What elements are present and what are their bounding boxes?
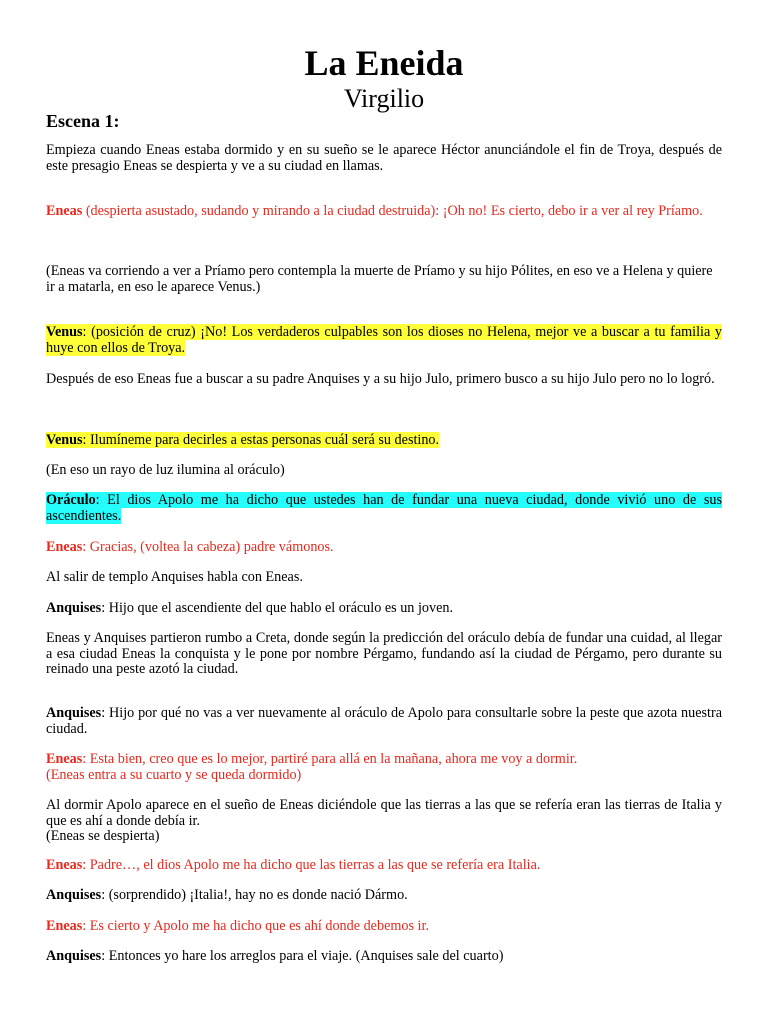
dialogue-text: : Padre…, el dios Apolo me ha dicho que las tierras a las que se refería era Italia.	[82, 857, 541, 873]
speaker-name: Anquises	[46, 705, 102, 721]
speaker-name: Anquises	[46, 600, 102, 616]
document-title: La Eneida	[304, 43, 464, 83]
stage-direction: (Eneas entra a su cuarto y se queda dormido)	[46, 766, 302, 783]
dialogue-eneas	[46, 204, 722, 220]
speaker-name: Eneas	[46, 918, 83, 934]
stage-direction: (En eso un rayo de luz ilumina al oráculo)	[46, 462, 285, 478]
dialogue-eneas	[46, 919, 722, 935]
scene-heading: Escena 1:	[46, 111, 120, 131]
speaker-name: Eneas	[46, 751, 83, 767]
dialogue-text: : (posición de cruz) ¡No! Los verdaderos culpables son los dioses no Helena, mejor ve a buscar a tu familia y huye con ellos de Troya.	[46, 324, 722, 356]
dialogue-text: (despierta asustado, sudando y mirando a la ciudad destruida): ¡Oh no! Es cierto, debo ir a ver al rey Príamo.	[82, 203, 703, 219]
document-author: Virgilio	[343, 84, 425, 113]
speaker-name: Oráculo	[46, 492, 96, 508]
speaker-name: Anquises	[46, 948, 102, 964]
speaker-name: Venus	[46, 432, 83, 448]
dialogue-venus	[46, 433, 722, 449]
speaker-name: Anquises	[46, 887, 102, 903]
dialogue-text: : Es cierto y Apolo me ha dicho que es ahí donde debemos ir.	[82, 918, 429, 934]
dialogue-eneas	[46, 540, 722, 556]
narration-paragraph: Después de eso Eneas fue a buscar a su padre Anquises y a su hijo Julo, primero busco a su hijo Julo pero no lo logró.	[46, 371, 715, 387]
narration-paragraph: Al salir de templo Anquises habla con Eneas.	[46, 569, 303, 585]
narration-paragraph: Empieza cuando Eneas estaba dormido y en su sueño se le aparece Héctor anunciándole el fin de Troya, después de este presagio Eneas se despierta y ve a su ciudad en llamas.	[46, 142, 722, 174]
dialogue-oraculo	[46, 493, 722, 524]
dialogue-text: : El dios Apolo me ha dicho que ustedes han de fundar una nueva ciudad, donde vivió uno de sus ascendientes.	[46, 492, 722, 524]
narration-paragraph	[46, 798, 722, 845]
dialogue-venus	[46, 325, 722, 356]
dialogue-anquises	[46, 706, 722, 737]
stage-direction: (Eneas va corriendo a ver a Príamo pero contempla la muerte de Príamo y su hijo Pólites, en eso ve a Helena y quiere ir a matarla, en eso le aparece Venus.)	[46, 263, 713, 295]
speaker-name: Venus	[46, 324, 83, 340]
stage-direction: (Eneas se despierta)	[46, 828, 160, 844]
speaker-name: Eneas	[46, 857, 83, 873]
speaker-name: Eneas	[46, 539, 83, 555]
dialogue-eneas	[46, 858, 722, 874]
narration-paragraph: Eneas y Anquises partieron rumbo a Creta, donde según la predicción del oráculo debía de fundar una cuidad, al llegar a esa ciudad Eneas la conquista y le pone por nombre Pérgamo, fundando así la ciudad de Pérgamo, pero durante su reinado una peste azotó la ciudad.	[46, 630, 722, 677]
dialogue-eneas	[46, 752, 722, 783]
dialogue-text: : (sorprendido) ¡Italia!, hay no es donde nació Dármo.	[101, 887, 408, 903]
dialogue-text: : Ilumíneme para decirles a estas personas cuál será su destino.	[82, 432, 440, 448]
dialogue-anquises	[46, 601, 722, 617]
dialogue-text: : Hijo por qué no vas a ver nuevamente al oráculo de Apolo para consultarle sobre la peste que azota nuestra ciudad.	[46, 705, 722, 737]
dialogue-text: : Esta bien, creo que es lo mejor, partiré para allá en la mañana, ahora me voy a dormir.	[82, 751, 578, 767]
dialogue-anquises	[46, 949, 722, 965]
dialogue-anquises	[46, 888, 722, 904]
narration-text: Al dormir Apolo aparece en el sueño de Eneas diciéndole que las tierras a las que se refería eran las tierras de Italia y que es ahí a donde debía ir.	[46, 797, 722, 829]
speaker-name: Eneas	[46, 203, 83, 219]
dialogue-text: : Hijo que el ascendiente del que hablo el oráculo es un joven.	[101, 600, 454, 616]
dialogue-text: : Entonces yo hare los arreglos para el viaje. (Anquises sale del cuarto)	[101, 948, 504, 964]
dialogue-text: : Gracias, (voltea la cabeza) padre vámonos.	[82, 539, 334, 555]
